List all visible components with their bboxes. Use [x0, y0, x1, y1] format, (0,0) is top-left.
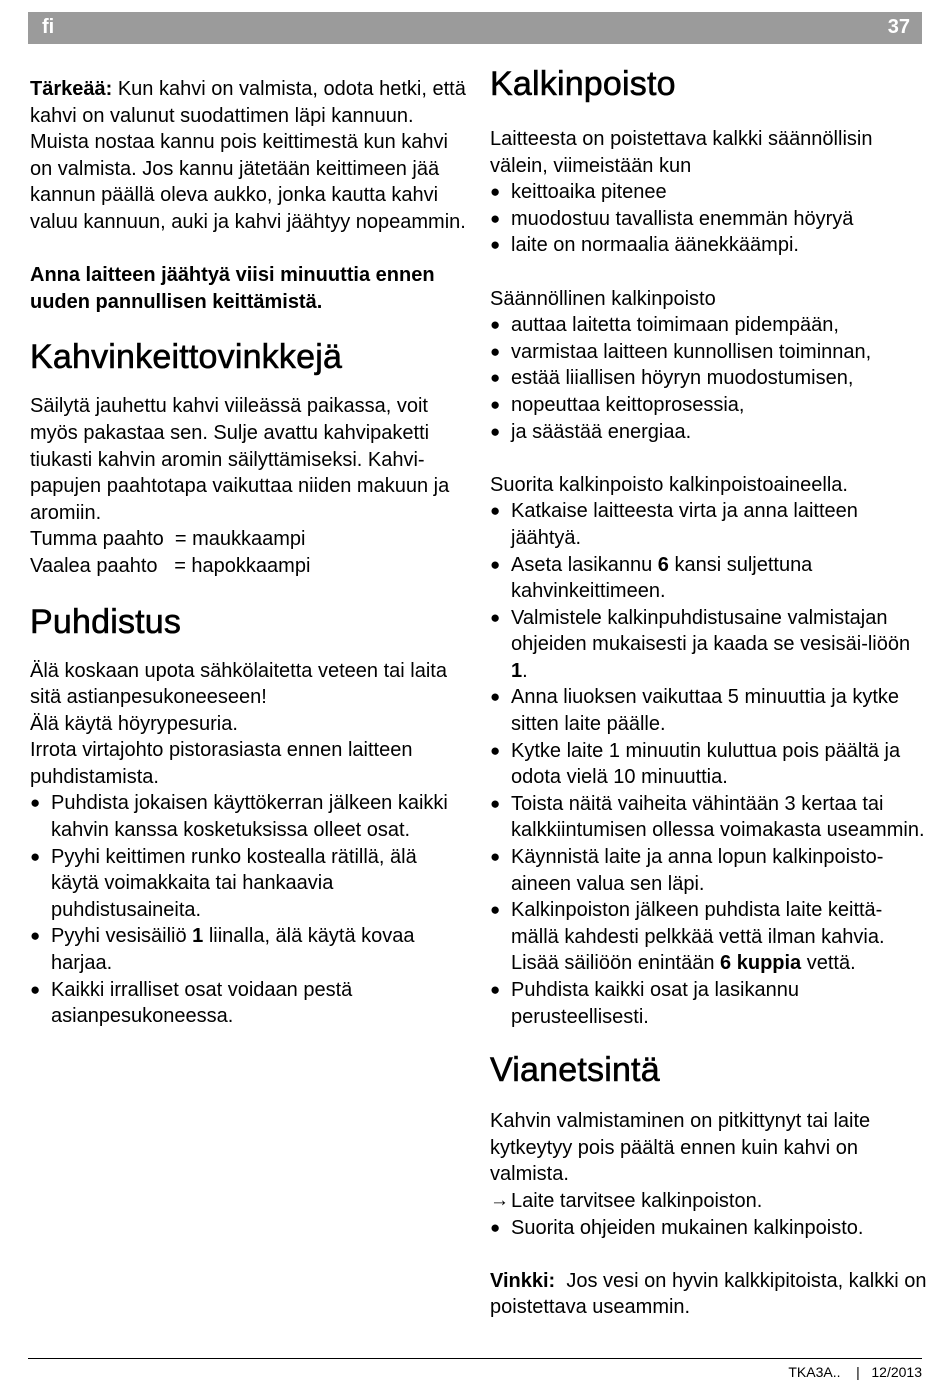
- list-item: ● Kytke laite 1 minuutin kuluttua pois päältä ja odota vielä 10 minuuttia.: [490, 738, 930, 791]
- tip-label: Vinkki:: [490, 1269, 556, 1292]
- list-item: ● keittoaika pitenee: [490, 179, 930, 206]
- list-item-text: Kalkinpoiston jälkeen puhdista laite keittä-mällä kahdesti pelkkää vettä ilman kahvia. Lisää säiliöön enintään: [511, 899, 885, 975]
- troubleshooting-text: Kahvin valmistaminen on pitkittynyt tai laite kytkeytyy pois päältä ennen kuin kahvi on valmista.: [490, 1110, 871, 1186]
- important-text: Kun kahvi on valmista, odota hetki, että kahvi on valunut suodattimen läpi kannuun. Muista nostaa kannu pois keittimestä kun kahvi on valmista. Jos kannu jätetään keittimeen jää kannun päällä oleva aukko, jonka kautta kahvi valuu kannuun, auki ja kahvi jäähtyy nopeammin.: [30, 78, 466, 233]
- list-item: [30, 923, 470, 976]
- list-item-text: Aseta lasikannu: [511, 553, 658, 576]
- language-code: fi: [42, 16, 55, 38]
- list-item: [490, 897, 930, 977]
- heading-troubleshooting: Vianetsintä: [490, 1051, 660, 1090]
- cool-down-note: [30, 262, 470, 315]
- list-item: [490, 605, 930, 685]
- coffee-tips-text: Säilytä jauhettu kahvi viileässä paikassa, voit myös pakastaa sen. Sulje avattu kahvipaketti tiukasti kahvin aromin säilyttämiseksi. Kahvi-papujen paahtotapa vaikuttaa niiden makuun ja aromiin.: [30, 395, 450, 524]
- list-item: ● Käynnistä laite ja anna lopun kalkinpoisto-aineen valua sen läpi.: [490, 844, 930, 897]
- model-number: TKA3A..: [788, 1364, 841, 1380]
- list-item-text: Valmistele kalkinpuhdistusaine valmistajan ohjeiden mukaisesti ja kaada se vesisäi-liöön: [511, 606, 911, 656]
- cleaning-warning-1: Älä koskaan upota sähkölaitetta veteen tai laita sitä astianpesukoneeseen!: [30, 659, 447, 709]
- descaling-steps-list: [490, 498, 930, 1030]
- list-item-text: Pyyhi vesisäiliö: [51, 925, 193, 948]
- list-item: ● Pyyhi keittimen runko kostealla rätillä, älä käytä voimakkaita tai hankaavia puhdistusaineita.: [30, 844, 470, 924]
- perform-descaling-title: Suorita kalkinpoisto kalkinpoistoaineella.: [490, 473, 848, 496]
- part-number: 1: [511, 659, 523, 682]
- tip-text: Jos vesi on hyvin kalkkipitoista, kalkki on poistettava useammin.: [490, 1269, 933, 1319]
- troubleshooting-fix-list: [490, 1215, 930, 1242]
- list-item: → Laite tarvitsee kalkinpoiston.: [490, 1188, 930, 1215]
- left-column: [30, 76, 470, 1030]
- cleaning-warning-3: Irrota virtajohto pistorasiasta ennen laitteen puhdistamista.: [30, 739, 413, 788]
- list-item: ● Puhdista kaikki osat ja lasikannu perusteellisesti.: [490, 977, 930, 1030]
- cool-down-note-text: Anna laitteen jäähtyä viisi minuuttia ennen uuden pannullisen keittämistä.: [30, 264, 435, 313]
- list-item: ● Anna liuoksen vaikuttaa 5 minuuttia ja kytke sitten laite päälle.: [490, 684, 930, 737]
- part-number: 1: [192, 925, 204, 948]
- descaling-when-list: [490, 179, 930, 259]
- cleaning-warning-2: Älä käytä höyrypesuria.: [30, 712, 238, 735]
- part-number: 6: [657, 553, 669, 576]
- footer-divider: [28, 1358, 922, 1359]
- footer: [788, 1364, 922, 1380]
- list-item: ● muodostuu tavallista enemmän höyryä: [490, 206, 930, 233]
- page-number: 37: [887, 16, 910, 38]
- heading-coffee-tips: Kahvinkeittovinkkejä: [30, 338, 343, 377]
- heading-cleaning: Puhdistus: [30, 602, 182, 641]
- list-item: ● auttaa laitetta toimimaan pidempään,: [490, 312, 930, 339]
- list-item: ● Toista näitä vaiheita vähintään 3 kertaa tai kalkkiintumisen ollessa voimakasta useammin.: [490, 791, 930, 844]
- roast-dark: Tumma paahto = maukkaampi: [30, 528, 306, 551]
- cleaning-list: [30, 790, 470, 1029]
- right-column: [490, 65, 933, 1321]
- regular-descaling-list: [490, 312, 930, 445]
- descaling-intro: Laitteesta on poistettava kalkki säännöllisin välein, viimeistään kun: [490, 128, 873, 177]
- roast-light: Vaalea paahto = hapokkaampi: [30, 554, 311, 577]
- header-bar: [28, 12, 922, 44]
- list-item-text: kansi suljettuna kahvinkeittimeen.: [511, 553, 813, 603]
- list-item: ● laite on normaalia äänekkäämpi.: [490, 232, 930, 259]
- important-paragraph: [30, 76, 470, 236]
- list-item: ● Kaikki irralliset osat voidaan pestä asianpesukoneessa.: [30, 977, 470, 1030]
- list-item: ● varmistaa laitteen kunnollisen toiminnan,: [490, 339, 930, 366]
- list-item: ● nopeuttaa keittoprosessia,: [490, 392, 930, 419]
- list-item: ● Katkaise laitteesta virta ja anna laitteen jäähtyä.: [490, 498, 930, 551]
- troubleshooting-cause-list: [490, 1188, 930, 1215]
- tip-paragraph: [490, 1268, 933, 1321]
- list-item: ● Puhdista jokaisen käyttökerran jälkeen kaikki kahvin kanssa kosketuksissa olleet osat.: [30, 790, 470, 843]
- list-item: ● estää liiallisen höyryn muodostumisen,: [490, 365, 930, 392]
- important-label: Tärkeää:: [30, 78, 113, 100]
- cup-count: 6 kuppia: [720, 952, 802, 975]
- regular-descaling-title: Säännöllinen kalkinpoisto: [490, 287, 716, 310]
- list-item-text: liinalla, älä käytä kovaa harjaa.: [51, 925, 415, 975]
- list-item: [490, 552, 930, 605]
- publication-date: 12/2013: [871, 1364, 922, 1380]
- list-item: ● Suorita ohjeiden mukainen kalkinpoisto.: [490, 1215, 930, 1242]
- list-item-text: .: [522, 659, 528, 682]
- list-item-text: vettä.: [801, 952, 856, 975]
- heading-descaling: Kalkinpoisto: [490, 65, 676, 103]
- footer-separator: |: [856, 1364, 860, 1380]
- list-item: ● ja säästää energiaa.: [490, 419, 930, 446]
